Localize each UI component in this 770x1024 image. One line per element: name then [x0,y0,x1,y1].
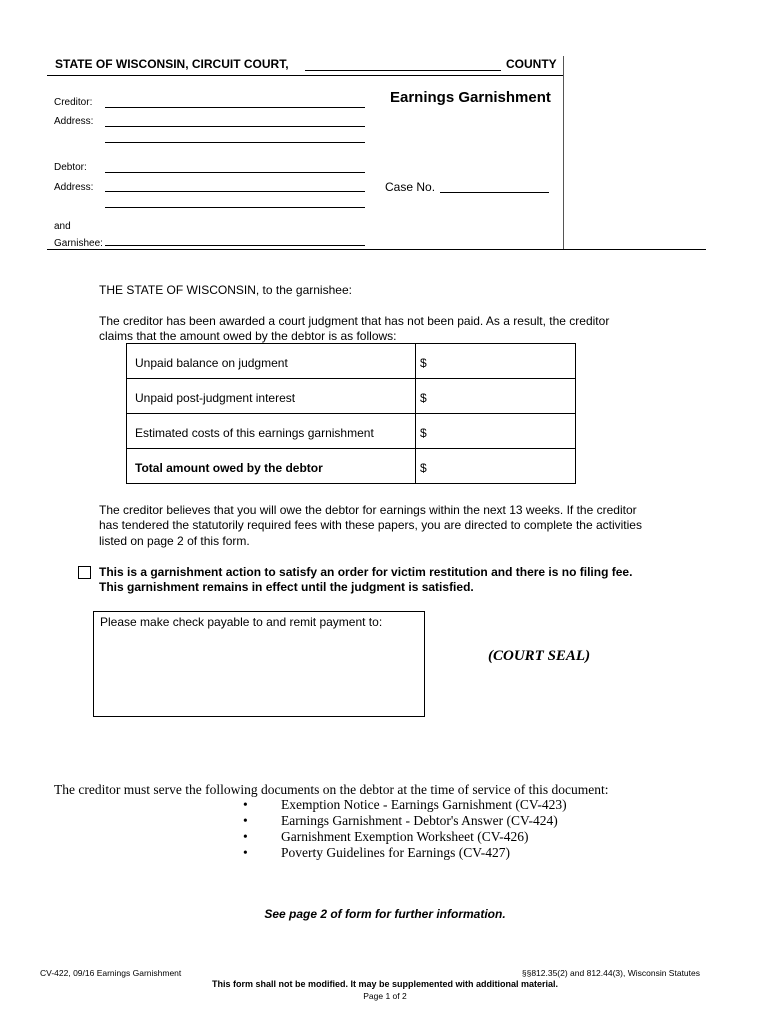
bullet-icon: • [243,813,248,828]
total-amount-label: Total amount owed by the debtor [127,449,416,484]
amount-label: Unpaid post-judgment interest [127,379,416,414]
amount-value-field[interactable]: $ [416,344,576,379]
amount-value-field[interactable]: $ [416,379,576,414]
form-title: Earnings Garnishment [390,89,551,106]
remit-label: Please make check payable to and remit payment to: [100,615,383,629]
debtor-field[interactable] [105,172,365,173]
court-header-left: STATE OF WISCONSIN, CIRCUIT COURT, [55,57,289,71]
para2-line3: listed on page 2 of this form. [99,534,250,548]
court-seal-label: (COURT SEAL) [488,648,591,664]
see-page-2-note: See page 2 of form for further information. [264,907,506,921]
debtor-address-field-1[interactable] [105,191,365,192]
header-rule [47,75,564,76]
para1-line2: claims that the amount owed by the debtor is as follows: [99,329,397,343]
header-vertical-divider [563,56,564,249]
amount-value-field[interactable]: $ [416,414,576,449]
footer-page-number: Page 1 of 2 [363,991,407,1001]
court-header-right: COUNTY [506,57,557,71]
footer-notice: This form shall not be modified. It may be supplemented with additional material. [211,979,559,989]
garnishee-field[interactable] [105,245,365,246]
document-name: Earnings Garnishment - Debtor's Answer (CV-424) [281,813,558,828]
creditor-label: Creditor: [54,97,93,108]
county-name-line[interactable] [305,70,501,71]
creditor-address-field-1[interactable] [105,126,365,127]
and-label: and [54,221,71,232]
creditor-address-field-2[interactable] [105,142,365,143]
bullet-icon: • [243,829,248,844]
table-row [127,379,576,414]
footer-statutes: §§812.35(2) and 812.44(3), Wisconsin Statutes [521,968,700,978]
list-item [243,813,567,829]
bullet-icon: • [243,797,248,812]
document-name: Garnishment Exemption Worksheet (CV-426) [281,829,529,844]
restitution-line1: This is a garnishment action to satisfy an order for victim restitution and there is no filing fee. [99,565,633,579]
footer-form-id: CV-422, 09/16 Earnings Garnishment [40,968,182,978]
case-no-field[interactable] [440,192,549,193]
header-bottom-rule [47,249,706,250]
list-item [243,829,567,845]
debtor-address-label: Address: [54,182,94,193]
amount-table [126,343,576,484]
debtor-label: Debtor: [54,162,87,173]
document-name: Poverty Guidelines for Earnings (CV-427) [281,845,510,860]
amount-label: Unpaid balance on judgment [127,344,416,379]
creditor-field[interactable] [105,107,365,108]
case-no-label: Case No. [385,180,436,194]
debtor-address-field-2[interactable] [105,207,365,208]
para2-line2: has tendered the statutorily required fees with these papers, you are directed to complete the activities [99,518,642,532]
para2-line1: The creditor believes that you will owe the debtor for earnings within the next 13 weeks. If the creditor [99,503,637,517]
table-row [127,449,576,484]
bullet-icon: • [243,845,248,860]
total-amount-field[interactable]: $ [416,449,576,484]
creditor-address-label: Address: [54,116,94,127]
amount-label: Estimated costs of this earnings garnishment [127,414,416,449]
garnishee-label: Garnishee: [54,238,103,249]
salutation: THE STATE OF WISCONSIN, to the garnishee: [99,283,352,297]
service-document-list [243,797,567,861]
list-item [243,845,567,861]
table-row [127,344,576,379]
table-row [127,414,576,449]
service-intro: The creditor must serve the following documents on the debtor at the time of service of this document: [54,782,609,797]
list-item [243,797,567,813]
restitution-line2: This garnishment remains in effect until the judgment is satisfied. [99,580,474,594]
restitution-checkbox[interactable] [78,566,91,579]
document-name: Exemption Notice - Earnings Garnishment (CV-423) [281,797,567,812]
remit-payment-box[interactable] [93,611,425,717]
para1-line1: The creditor has been awarded a court judgment that has not been paid. As a result, the creditor [99,314,610,328]
